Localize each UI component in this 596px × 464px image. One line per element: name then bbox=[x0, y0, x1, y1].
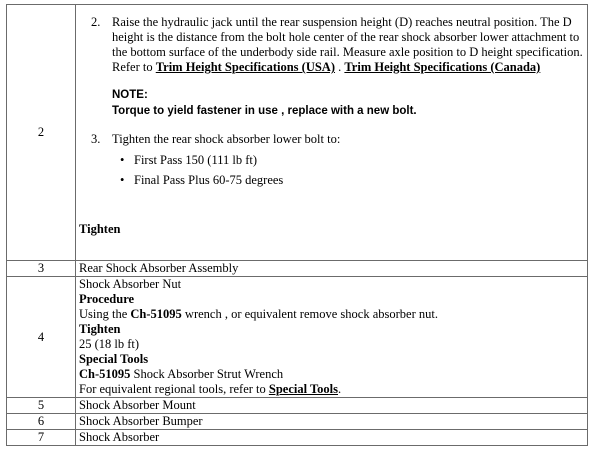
tighten-label: Tighten bbox=[79, 322, 121, 336]
special-tools-label: Special Tools bbox=[79, 352, 149, 366]
step-number: 6 bbox=[7, 414, 76, 430]
bullet-icon: • bbox=[120, 153, 125, 167]
substep-2 bbox=[79, 15, 584, 75]
table-row bbox=[7, 261, 588, 277]
substep-text: Tighten the rear shock absorber lower bolt to: bbox=[112, 132, 341, 146]
table-row bbox=[7, 277, 588, 398]
trim-height-canada-link[interactable]: Trim Height Specifications (Canada) bbox=[344, 60, 541, 74]
list-item: • First Pass 150 (111 lb ft) bbox=[134, 150, 584, 170]
step-number: 4 bbox=[7, 277, 76, 398]
procedure-text: Using the Ch-51095 wrench , or equivalent remove shock absorber nut. bbox=[79, 307, 438, 321]
note-block bbox=[79, 87, 584, 119]
procedure-label: Procedure bbox=[79, 292, 135, 306]
special-tools-link[interactable]: Special Tools bbox=[268, 382, 338, 396]
step-content: Rear Shock Absorber Assembly bbox=[76, 261, 588, 277]
step-number: 2 bbox=[7, 5, 76, 261]
component-title: Shock Absorber Nut bbox=[79, 277, 182, 291]
special-tool-line: Ch-51095 Shock Absorber Strut Wrench bbox=[79, 367, 284, 381]
regional-tools-line: For equivalent regional tools, refer to Special Tools. bbox=[79, 382, 342, 396]
note-label: NOTE: bbox=[112, 89, 148, 101]
step-content bbox=[76, 5, 588, 261]
table-row bbox=[7, 430, 588, 446]
substep-number: 3. bbox=[91, 132, 101, 146]
step-number: 7 bbox=[7, 430, 76, 446]
step-content: Shock Absorber bbox=[76, 430, 588, 446]
table-row bbox=[7, 5, 588, 261]
substep-3 bbox=[79, 132, 584, 147]
step-content: Shock Absorber Bumper bbox=[76, 414, 588, 430]
table-row bbox=[7, 398, 588, 414]
step-number: 5 bbox=[7, 398, 76, 414]
substep-number: 2. bbox=[91, 15, 101, 29]
step-content: Shock Absorber Mount bbox=[76, 398, 588, 414]
tool-number: Ch-51095 bbox=[79, 367, 131, 381]
procedure-table bbox=[6, 4, 588, 446]
tool-number: Ch-51095 bbox=[130, 307, 182, 321]
torque-list bbox=[79, 150, 584, 190]
step-content bbox=[76, 277, 588, 398]
note-text: Torque to yield fastener in use , replace with a new bolt. bbox=[112, 105, 417, 117]
bullet-icon: • bbox=[120, 173, 125, 187]
step-number: 3 bbox=[7, 261, 76, 277]
tighten-label: Tighten bbox=[79, 222, 121, 236]
trim-height-usa-link[interactable]: Trim Height Specifications (USA) bbox=[155, 60, 336, 74]
list-item: • Final Pass Plus 60-75 degrees bbox=[134, 170, 584, 190]
link-separator: . bbox=[335, 60, 345, 74]
torque-value: 25 (18 lb ft) bbox=[79, 337, 140, 351]
table-row bbox=[7, 414, 588, 430]
substep-text: Raise the hydraulic jack until the rear suspension height (D) reaches neutral position. The D height is the distance from the bolt hole center of the rear shock absorber lower attachment to the bottom surface of the underbody side rail. Measure axle position to D height specification. Refer to bbox=[112, 15, 583, 74]
